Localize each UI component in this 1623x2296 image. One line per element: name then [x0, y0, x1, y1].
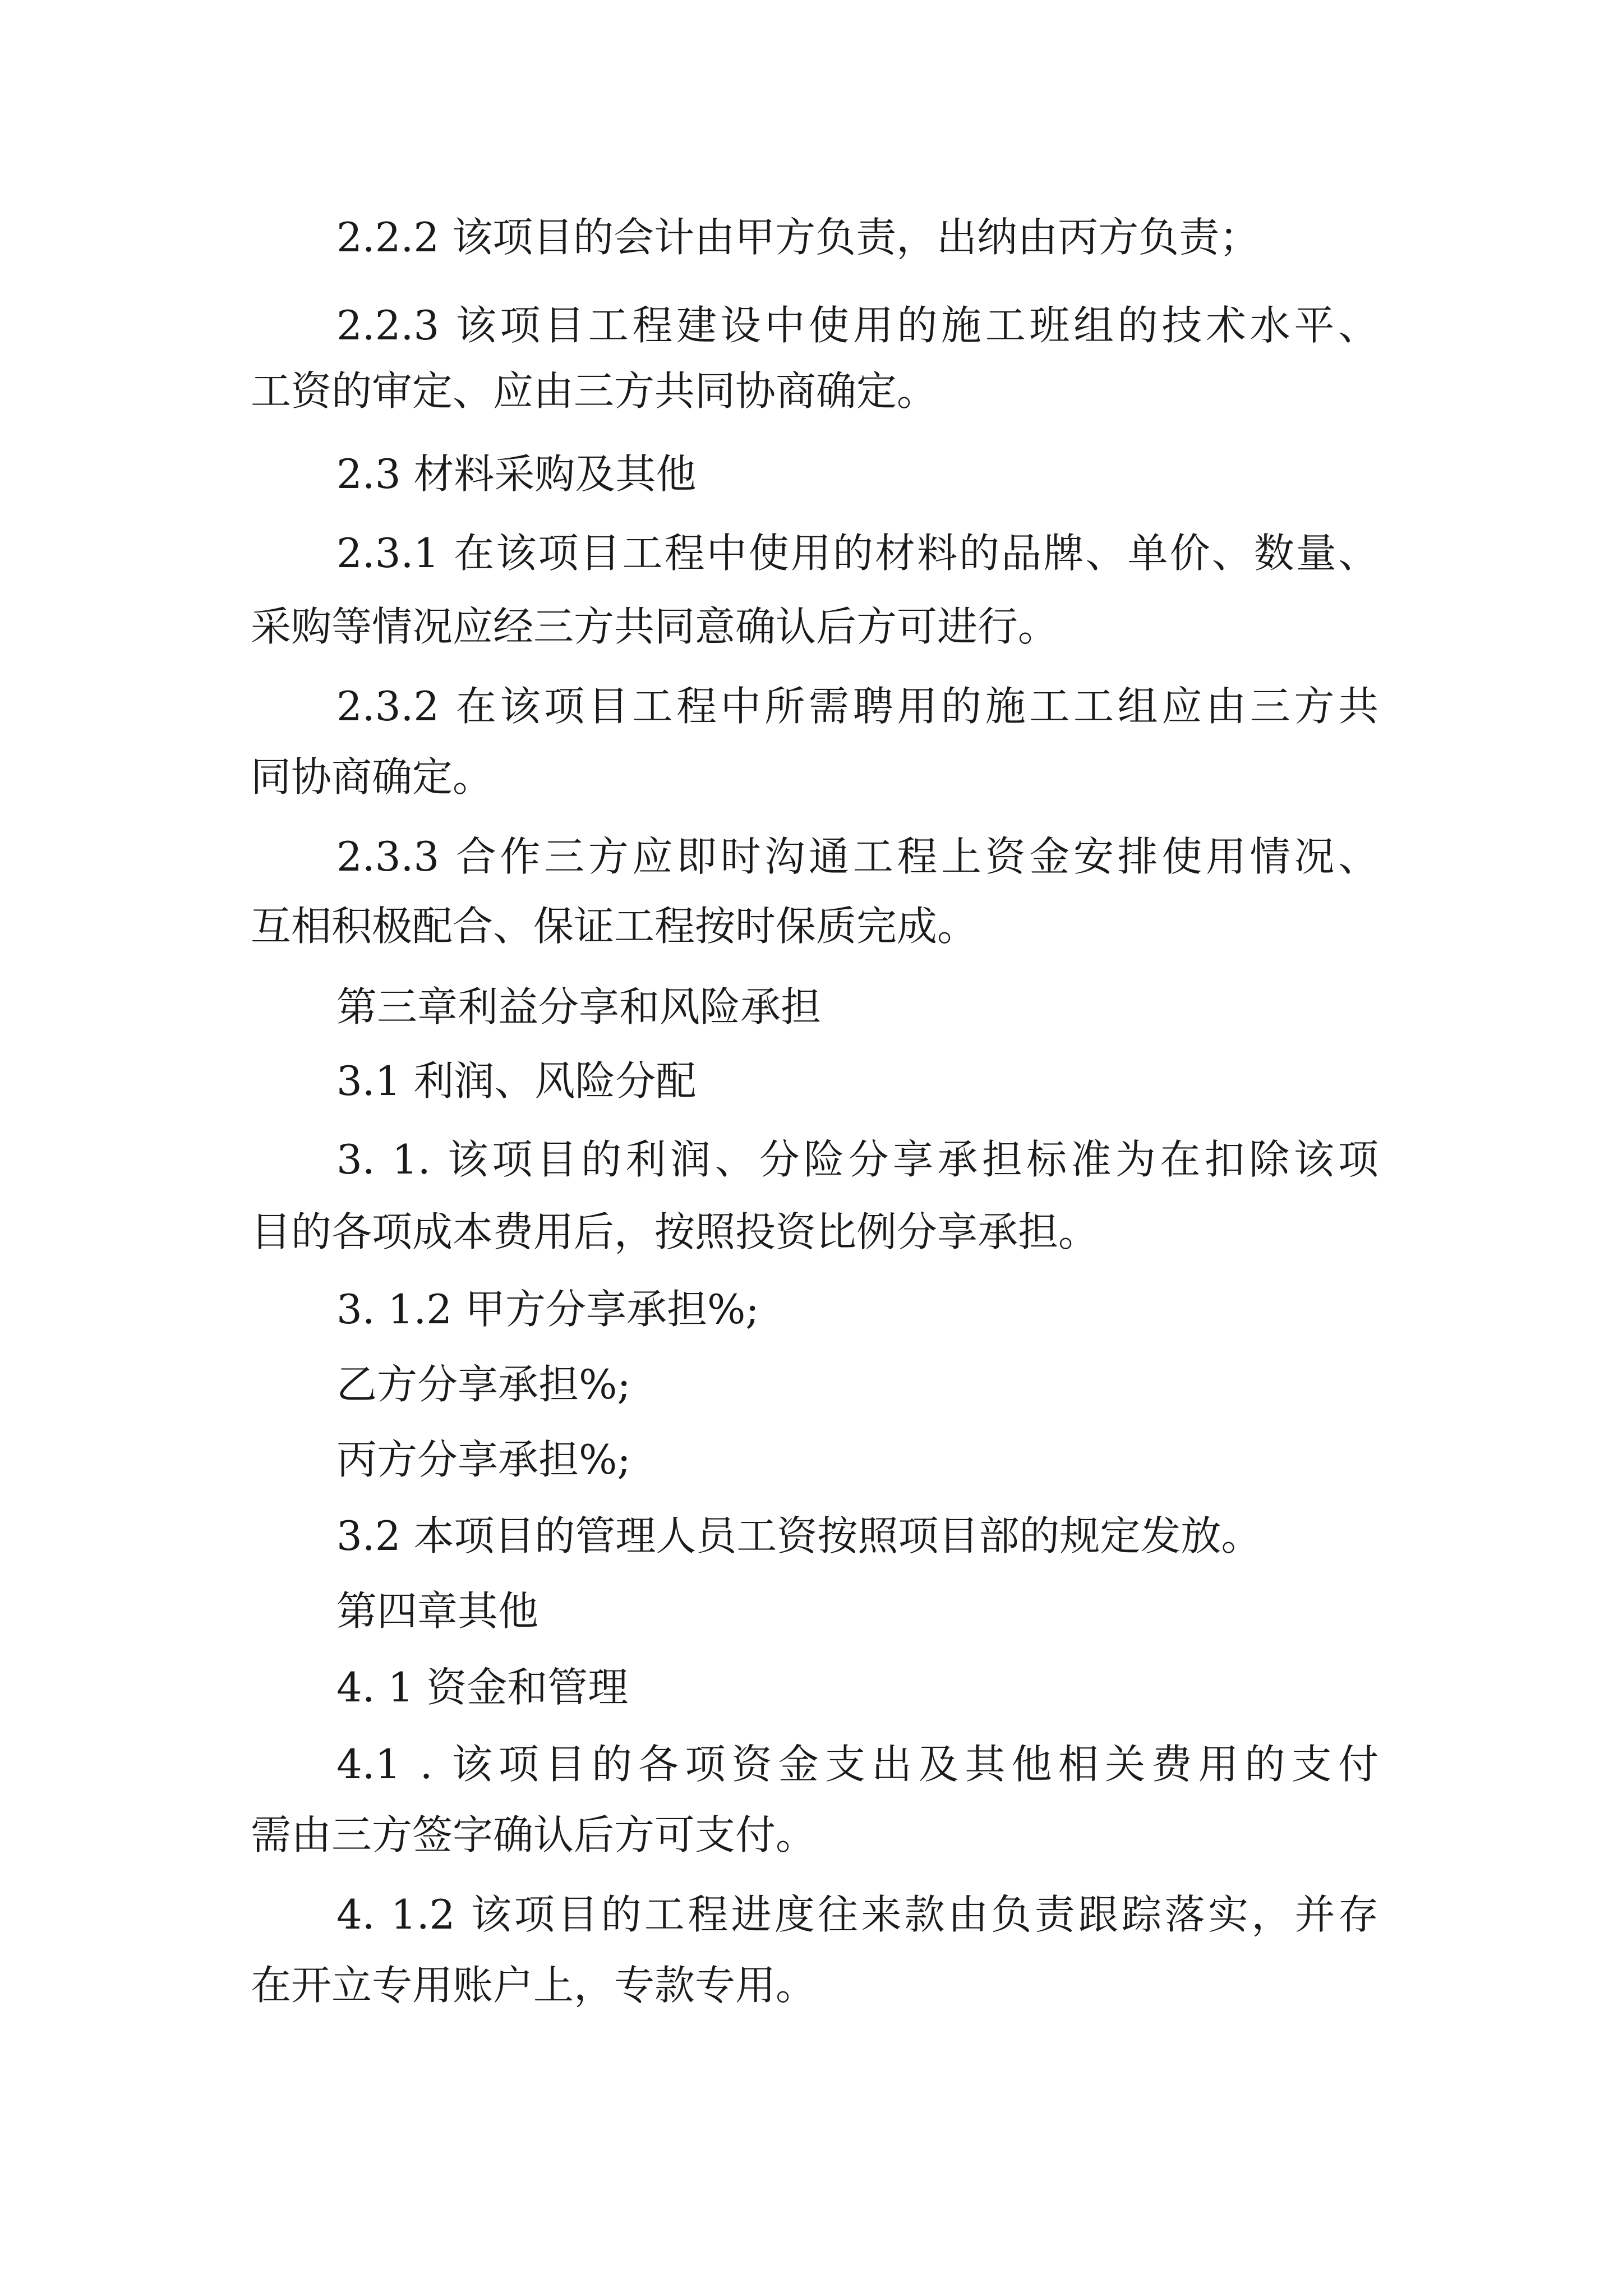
text-line-24: 在开立专用账户上，专款专用。	[251, 1962, 817, 2009]
text-line-1: 2.2.2 该项目的会计由甲方负责，出纳由丙方负责；	[336, 214, 1260, 261]
text-line-15: 3. 1.2 甲方分享承担%;	[336, 1286, 759, 1333]
section-heading-4-1: 4. 1 资金和管理	[336, 1664, 629, 1711]
text-line-18: 3.2 本项目的管理人员工资按照项目部的规定发放。	[336, 1512, 1262, 1559]
section-heading-3-1: 3.1 利润、风险分配	[336, 1057, 697, 1105]
text-line-7: 2.3.2 在该项目工程中所需聘用的施工工组应由三方共	[336, 683, 1378, 730]
text-line-3: 工资的审定、应由三方共同协商确定。	[251, 367, 938, 415]
text-line-10: 互相积极配合、保证工程按时保质完成。	[251, 903, 978, 950]
chapter-heading-4: 第四章其他	[336, 1588, 539, 1635]
text-line-2: 2.2.3 该项目工程建设中使用的施工班组的技术水平、	[336, 302, 1378, 349]
text-line-22: 需由三方签字确认后方可支付。	[251, 1811, 817, 1858]
text-line-9: 2.3.3 合作三方应即时沟通工程上资金安排使用情况、	[336, 833, 1378, 880]
chapter-heading-3: 第三章利益分享和风险承担	[336, 983, 822, 1030]
text-line-13: 3. 1. 该项目的利润、分险分享承担标准为在扣除该项	[336, 1136, 1378, 1183]
text-line-8: 同协商确定。	[251, 753, 494, 800]
text-line-16: 乙方分享承担%;	[336, 1361, 631, 1408]
text-line-23: 4. 1.2 该项目的工程进度往来款由负责跟踪落实，并存	[336, 1891, 1378, 1938]
text-line-5: 2.3.1 在该项目工程中使用的材料的品牌、单价、数量、	[336, 530, 1378, 577]
text-line-17: 丙方分享承担%;	[336, 1436, 631, 1483]
text-line-6: 采购等情况应经三方共同意确认后方可进行。	[251, 603, 1059, 650]
text-line-14: 目的各项成本费用后，按照投资比例分享承担。	[251, 1208, 1099, 1255]
text-line-4: 2.3 材料采购及其他	[336, 450, 697, 498]
text-line-21: 4.1 . 该项目的各项资金支出及其他相关费用的支付	[336, 1741, 1378, 1788]
